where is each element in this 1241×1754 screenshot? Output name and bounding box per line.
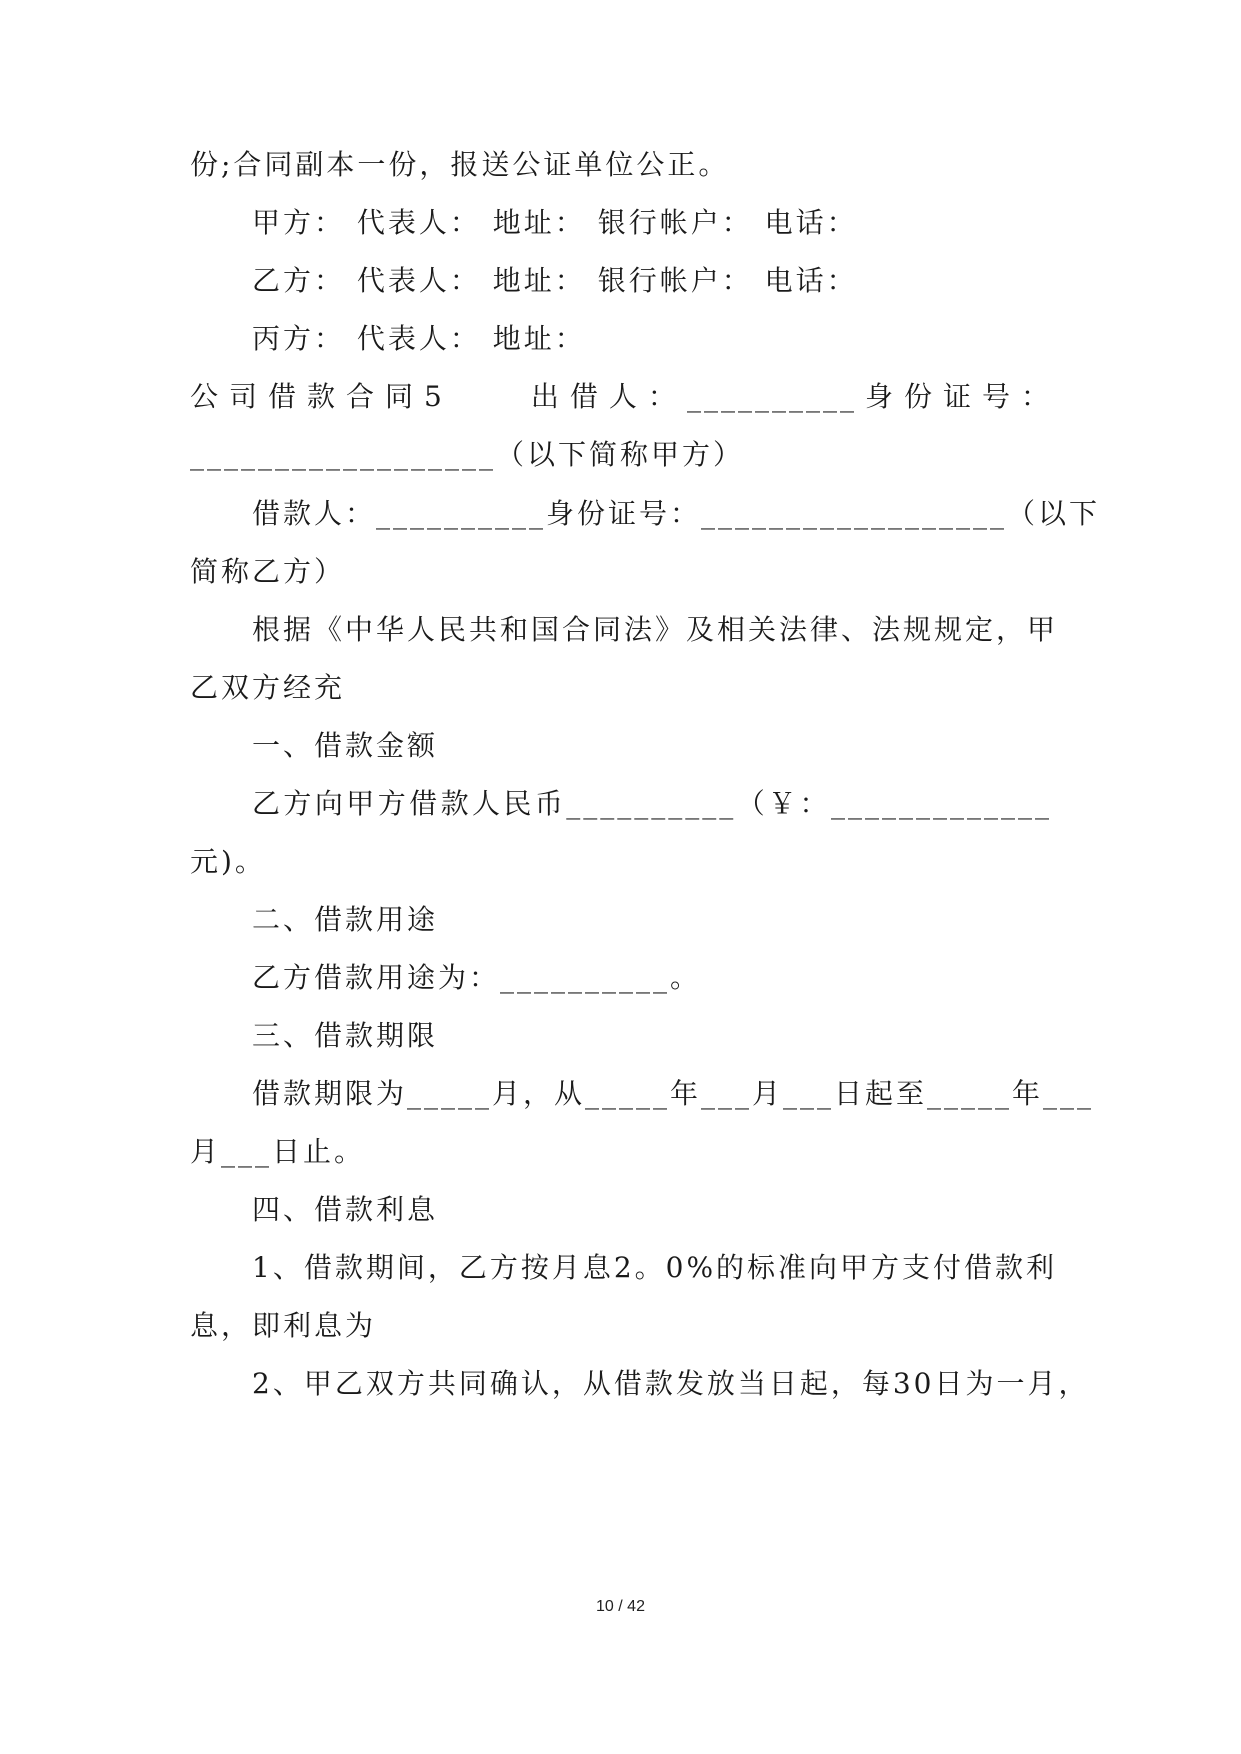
text-line: 元)。 [190, 845, 266, 878]
text-line: 根据《中华人民共和国合同法》及相关法律、法规规定，甲 [252, 613, 1059, 646]
section-heading: 三、借款期限 [252, 1019, 439, 1052]
section-heading: 二、借款用途 [252, 903, 439, 936]
party-b-line: 乙方： 代表人： 地址： 银行帐户： 电话： [252, 264, 858, 297]
party-a-line: 甲方： 代表人： 地址： 银行帐户： 电话： [252, 206, 858, 239]
borrower-line: 借款人：__________身份证号：__________________（以下 [252, 497, 1101, 530]
party-c-line: 丙方： 代表人： 地址： [252, 322, 586, 355]
text-line: 息，即利息为 [190, 1309, 377, 1342]
text-line: __________________（以下简称甲方） [190, 438, 745, 471]
section-heading: 一、借款金额 [252, 729, 439, 762]
text-line: 借款期限为_____月，从_____年___月___日起至_____年___ [252, 1077, 1095, 1110]
section-heading: 四、借款利息 [252, 1193, 439, 1226]
text-line: 乙方借款用途为：__________。 [252, 961, 702, 994]
page-number: 10 / 42 [596, 1598, 645, 1615]
text-line: 2、甲乙双方共同确认，从借款发放当日起，每30日为一月， [252, 1367, 1090, 1400]
text-line: 乙双方经充 [190, 671, 346, 704]
text-line: 乙方向甲方借款人民币__________（￥：_____________ [252, 787, 1052, 820]
text-line: 月___日止。 [190, 1135, 366, 1168]
contract-heading-line: 公司借款合同5 出借人：__________身份证号： [190, 380, 1052, 413]
text-line: 1、借款期间，乙方按月息2。0%的标准向甲方支付借款利 [252, 1251, 1058, 1284]
text-line: 份;合同副本一份，报送公证单位公正。 [190, 148, 730, 181]
text-line: 简称乙方） [190, 555, 346, 588]
